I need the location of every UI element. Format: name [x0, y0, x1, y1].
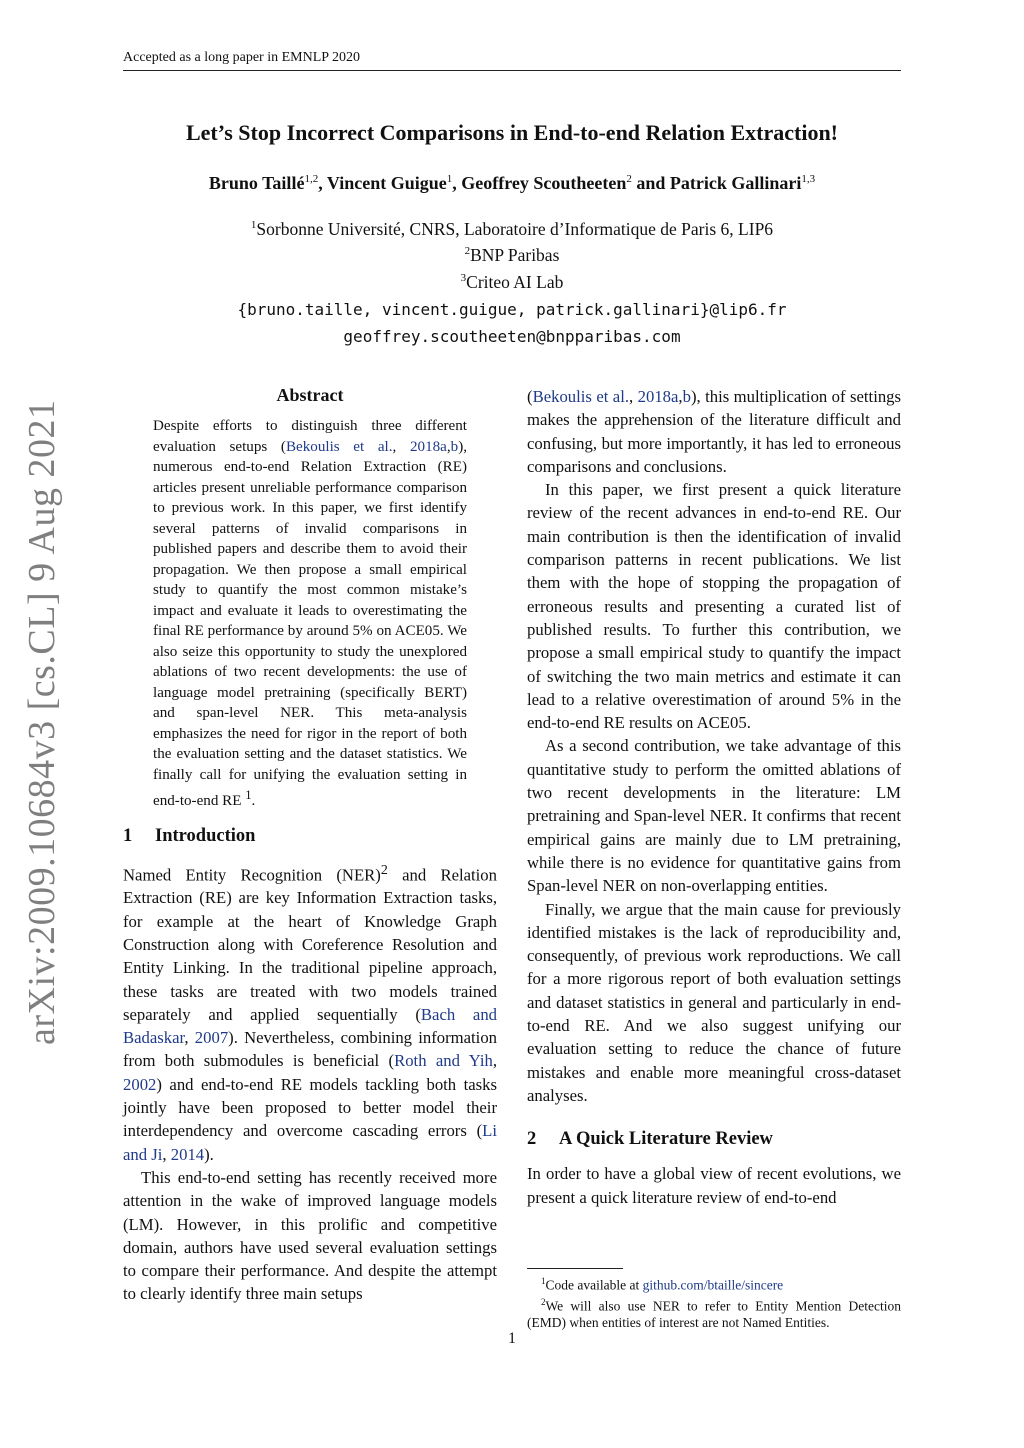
- abstract-heading: Abstract: [276, 385, 344, 405]
- affiliation-mark: 1: [250, 219, 257, 232]
- arxiv-identifier: arXiv:2009.10684v3 [cs.CL] 9 Aug 2021: [21, 399, 63, 1045]
- citation-year-link[interactable]: 2018a: [637, 387, 679, 406]
- citation-separator: ,: [492, 1051, 497, 1071]
- affiliation-mark: 2: [464, 245, 471, 258]
- section-heading-introduction: [123, 826, 497, 847]
- email-line: geoffrey.scoutheeten@bnpparibas.com: [343, 327, 681, 346]
- author-separator: ,: [318, 173, 327, 193]
- citation-link[interactable]: Bekoulis et al.: [532, 387, 630, 406]
- citation-separator: ,: [678, 387, 683, 406]
- text-segment: This end-to-end setting has recently received more attention in the wake of improved language models (LM). However, in this prolific and competitive domain, authors have used several evaluation settings to compare their performance. And despite the attempt to clearly identify three main setups: [123, 1167, 497, 1304]
- text-segment: ).: [204, 1144, 214, 1164]
- citation-year-link[interactable]: 2007: [194, 1028, 229, 1048]
- author-affiliation-mark: 1,3: [801, 173, 816, 185]
- body-paragraph: In this paper, we first present a quick literature review of the recent advances in end-to-end RE. Our main contribution is then the identification of invalid comparison patterns in recent publications. We list them with the hope of stopping the propagation of erroneous results and presenting a curated list of published results. To further this contribution, we propose a small empirical study to quantify the impact of switching the two main metrics and estimate it can lead to a relative overestimation of around 5% in the end-to-end RE results on ACE05.: [527, 480, 901, 733]
- text-segment: and Relation Extraction (RE) are key Information Extraction tasks, for example at the heart of Knowledge Graph Construction along with Coreference Resolution and Entity Linking. In the traditional pipeline approach, these tasks are treated with two models trained separately and applied sequentially (: [123, 865, 497, 1024]
- section-number: 1: [123, 825, 133, 846]
- text-segment: ). Nevertheless, combining information from both submodules is beneficial (: [123, 1028, 498, 1071]
- citation-separator: ,: [162, 1144, 171, 1164]
- citation-link[interactable]: Roth and Yih: [394, 1051, 493, 1071]
- footnote-rule: [527, 1268, 623, 1269]
- citation-year-link[interactable]: b: [450, 438, 459, 455]
- right-column: [527, 385, 901, 1209]
- page-number: 1: [508, 1330, 516, 1347]
- author-name: Geoffrey Scoutheeten: [461, 173, 627, 193]
- footnote-number: 1: [541, 1276, 546, 1286]
- affiliation-text: Criteo AI Lab: [466, 272, 564, 292]
- section-title-text: Introduction: [155, 825, 256, 846]
- author-list: [0, 173, 1024, 194]
- author-separator: and: [631, 173, 670, 193]
- body-paragraph: In order to have a global view of recent evolutions, we present a quick literature review of end-to-end: [527, 1164, 901, 1207]
- citation-link[interactable]: Bekoulis et al.: [285, 438, 393, 455]
- author-name: Bruno Taillé: [208, 173, 305, 193]
- affiliation-line: [0, 245, 1024, 266]
- text-segment: ) and end-to-end RE models tackling both tasks jointly have been proposed to better model their interdependency and overcome cascading errors (: [123, 1074, 497, 1141]
- paper-title: Let’s Stop Incorrect Comparisons in End-to-end Relation Extraction!: [185, 120, 839, 145]
- text-segment: ), this multiplication of settings makes the apprehension of the literature difficult and confusing, but more importantly, it has led to erroneous comparisons and conclusions.: [527, 387, 902, 476]
- author-separator: ,: [452, 173, 462, 193]
- footnotes: [527, 1268, 901, 1331]
- citation-year-link[interactable]: 2002: [123, 1074, 157, 1094]
- author-affiliation-mark: 1: [446, 173, 453, 185]
- footnote: [527, 1273, 901, 1294]
- citation-link[interactable]: Bach and Badaskar: [123, 1004, 498, 1048]
- footnote-mark[interactable]: 2: [380, 862, 388, 878]
- body-paragraph: Finally, we argue that the main cause for previously identified mistakes is the lack of reproducibility and, consequently, of previous work reproductions. We call for a more rigorous report of both evaluation settings and dataset statistics in general and particularly in end-to-end RE. And we also suggest unifying our evaluation setting to reduce the chance of future mistakes and enable more meaningful cross-dataset analyses.: [527, 899, 901, 1105]
- citation-year-link[interactable]: 2018a: [409, 438, 447, 455]
- left-column: [123, 385, 497, 1306]
- citation-separator: ,: [446, 438, 451, 455]
- author-name: Patrick Gallinari: [669, 173, 802, 193]
- affiliation-line: [0, 219, 1024, 240]
- affiliation-mark: 3: [460, 272, 467, 285]
- footnote-text: We will also use NER to refer to Entity Mention Detection (EMD) when entities of interest are not Named Entities.: [527, 1298, 901, 1330]
- abstract-text: [153, 416, 467, 812]
- affiliation-text: BNP Paribas: [470, 245, 560, 265]
- affiliation-line: [0, 272, 1024, 293]
- body-paragraph: As a second contribution, we take advantage of this quantitative study to perform the omitted ablations of two recent developments in the literature: LM pretraining and Span-level NER. It confirms that recent empirical gains are mainly due to LM pretraining, while there is no evidence for quantitative gains from Span-level NER on non-overlapping entities.: [527, 736, 901, 896]
- footnote: [527, 1294, 901, 1332]
- abstract-text-segment: Despite efforts to distinguish three different evaluation setups (: [153, 418, 467, 455]
- body-paragraph: [123, 1166, 497, 1306]
- author-affiliation-mark: 1,2: [304, 173, 319, 185]
- footnote-text: Code available at: [545, 1277, 643, 1293]
- abstract-text-segment: ), numerous end-to-end Relation Extraction (RE) articles present unreliable performance comparison to previous work. In this paper, we first identify several patterns of invalid comparisons in published papers and describe them to avoid their propagation. We then propose a small empirical study to quantify the most common mistake’s impact and evaluate it leads to overestimating the final RE performance by around 5% on ACE05. We also seize this opportunity to study the unexplored ablations of two recent developments: the use of language model pretraining (specifically BERT) and span-level NER. This meta-analysis emphasizes the need for rigor in the report of both the evaluation setting and the dataset statistics. We finally call for unifying the evaluation setting in end-to-end RE: [153, 438, 467, 810]
- text-segment: Named Entity Recognition (NER): [123, 865, 381, 885]
- text-segment: (: [527, 387, 533, 406]
- footnote-number: 2: [541, 1296, 546, 1307]
- citation-separator: ,: [392, 438, 410, 455]
- citation-year-link[interactable]: 2014: [170, 1144, 205, 1164]
- body-paragraph: [123, 859, 497, 1166]
- citation-separator: ,: [629, 387, 638, 406]
- section-heading-literature-review: [527, 1129, 901, 1150]
- citation-link[interactable]: Li and Ji: [123, 1121, 497, 1164]
- footnote-mark[interactable]: 1: [245, 788, 252, 802]
- section-title-text: A Quick Literature Review: [559, 1129, 773, 1150]
- code-link[interactable]: github.com/btaille/sincere: [642, 1277, 784, 1293]
- citation-separator: ,: [184, 1028, 195, 1048]
- body-paragraph-continued: [527, 385, 901, 478]
- running-head: Accepted as a long paper in EMNLP 2020: [123, 50, 901, 71]
- abstract-text-segment: .: [251, 793, 256, 810]
- author-name: Vincent Guigue: [326, 173, 447, 193]
- citation-year-link[interactable]: b: [682, 387, 691, 406]
- author-affiliation-mark: 2: [626, 173, 632, 185]
- section-number: 2: [527, 1129, 537, 1150]
- email-line: {bruno.taille, vincent.guigue, patrick.gallinari}@lip6.fr: [237, 300, 787, 319]
- affiliation-text: Sorbonne Université, CNRS, Laboratoire d’Informatique de Paris 6, LIP6: [256, 219, 774, 239]
